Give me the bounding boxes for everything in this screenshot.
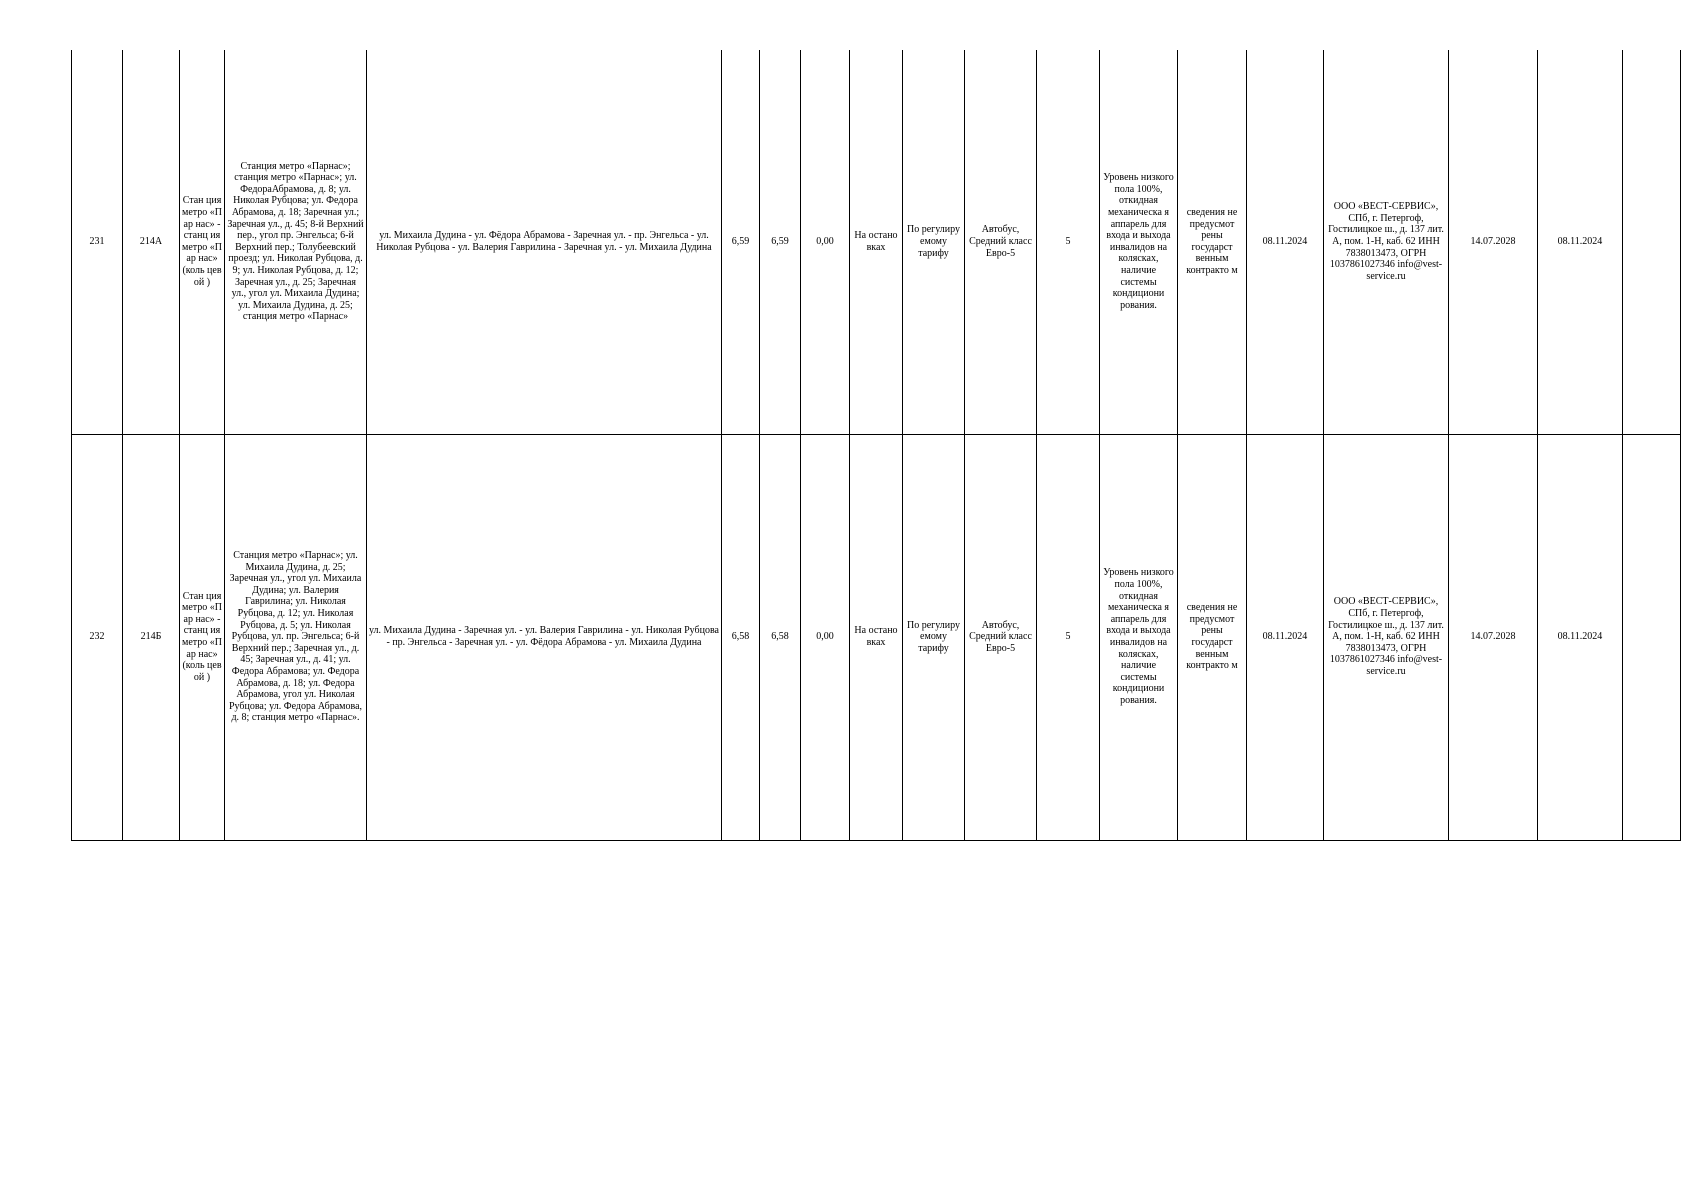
vehicle-count: 5: [1037, 50, 1100, 434]
end-date: 14.07.2028: [1449, 50, 1538, 434]
route-length-backward: 6,59: [760, 50, 801, 434]
route-streets: ул. Михаила Дудина - ул. Фёдора Абрамова - Заречная ул. - пр. Энгельса - ул. Николая Рубцова - ул. Валерия Гаврилина - Заречная ул. - ул. Михаила Дудина: [367, 50, 722, 434]
route-number: 214А: [123, 50, 180, 434]
issue-date: 08.11.2024: [1538, 434, 1623, 840]
stop-boarding-mode: На остано вках: [850, 50, 903, 434]
vehicle-features: Уровень низкого пола 100%, откидная механическа я аппарель для входа и выхода инвалидов на колясках, наличие системы кондициони рования.: [1100, 434, 1178, 840]
table-row: [72, 50, 1681, 434]
route-registry-table: [71, 50, 1681, 841]
contract-info: сведения не предусмот рены государст венным контракто м: [1178, 434, 1247, 840]
contract-info: сведения не предусмот рены государст венным контракто м: [1178, 50, 1247, 434]
row-number: 231: [72, 50, 123, 434]
tariff-type: По регулиру емому тарифу: [903, 434, 965, 840]
end-date: 14.07.2028: [1449, 434, 1538, 840]
route-stops: Станция метро «Парнас»; станция метро «Парнас»; ул. ФедораАбрамова, д. 8; ул. Николая Рубцова; ул. Федора Абрамова, д. 18; Заречная ул.; Заречная ул., д. 45; 8-й Верхний пер., угол пр. Энгельса; 6-й Верхний пер.; Толубеевский проезд; ул. Николая Рубцова, д. 9; ул. Николая Рубцова, д. 12; Заречная ул., д. 25; Заречная ул., угол ул. Михаила Дудина; ул. Михаила Дудина, д. 25; станция метро «Парнас»: [225, 50, 367, 434]
route-length-difference: 0,00: [801, 434, 850, 840]
route-length-forward: 6,59: [722, 50, 760, 434]
route-length-forward: 6,58: [722, 434, 760, 840]
route-stops: Станция метро «Парнас»; ул. Михаила Дудина, д. 25; Заречная ул., угол ул. Михаила Дудина; ул. Валерия Гаврилина; ул. Николая Рубцова, д. 12; ул. Николая Рубцова, д. 5; ул. Николая Рубцова, ул. пр. Энгельса; 6-й Верхний пер.; Заречная ул., д. 45; Заречная ул., д. 41; ул. Федора Абрамова; ул. Федора Абрамова, д. 18; ул. Федора Абрамова, угол ул. Николая Рубцова; ул. Федора Абрамова, д. 8; станция метро «Парнас».: [225, 434, 367, 840]
vehicle-features: Уровень низкого пола 100%, откидная механическа я аппарель для входа и выхода инвалидов на колясках, наличие системы кондициони рования.: [1100, 50, 1178, 434]
vehicle-type: Автобус, Средний класс Евро-5: [965, 50, 1037, 434]
stop-boarding-mode: На остано вках: [850, 434, 903, 840]
carrier-info: ООО «ВЕСТ-СЕРВИС», СПб, г. Петергоф, Гостилицкое ш., д. 137 лит. А, пом. 1-Н, каб. 62 ИНН 7838013473, ОГРН 1037861027346 info@vest-service.ru: [1324, 50, 1449, 434]
vehicle-count: 5: [1037, 434, 1100, 840]
route-name: Стан ция метро «Пар нас» - станц ия метро «Пар нас» (коль цевой ): [180, 434, 225, 840]
tariff-type: По регулиру емому тарифу: [903, 50, 965, 434]
start-date: 08.11.2024: [1247, 434, 1324, 840]
start-date: 08.11.2024: [1247, 50, 1324, 434]
route-length-backward: 6,58: [760, 434, 801, 840]
extra-cell: [1623, 50, 1681, 434]
extra-cell: [1623, 434, 1681, 840]
vehicle-type: Автобус, Средний класс Евро-5: [965, 434, 1037, 840]
route-streets: ул. Михаила Дудина - Заречная ул. - ул. Валерия Гаврилина - ул. Николая Рубцова - пр. Энгельса - Заречная ул. - ул. Фёдора Абрамова - ул. Михаила Дудина: [367, 434, 722, 840]
row-number: 232: [72, 434, 123, 840]
table-row: [72, 434, 1681, 840]
carrier-info: ООО «ВЕСТ-СЕРВИС», СПб, г. Петергоф, Гостилицкое ш., д. 137 лит. А, пом. 1-Н, каб. 62 ИНН 7838013473, ОГРН 1037861027346 info@vest-service.ru: [1324, 434, 1449, 840]
issue-date: 08.11.2024: [1538, 50, 1623, 434]
route-name: Стан ция метро «Пар нас» - станц ия метро «Пар нас» (коль цевой ): [180, 50, 225, 434]
route-number: 214Б: [123, 434, 180, 840]
route-length-difference: 0,00: [801, 50, 850, 434]
